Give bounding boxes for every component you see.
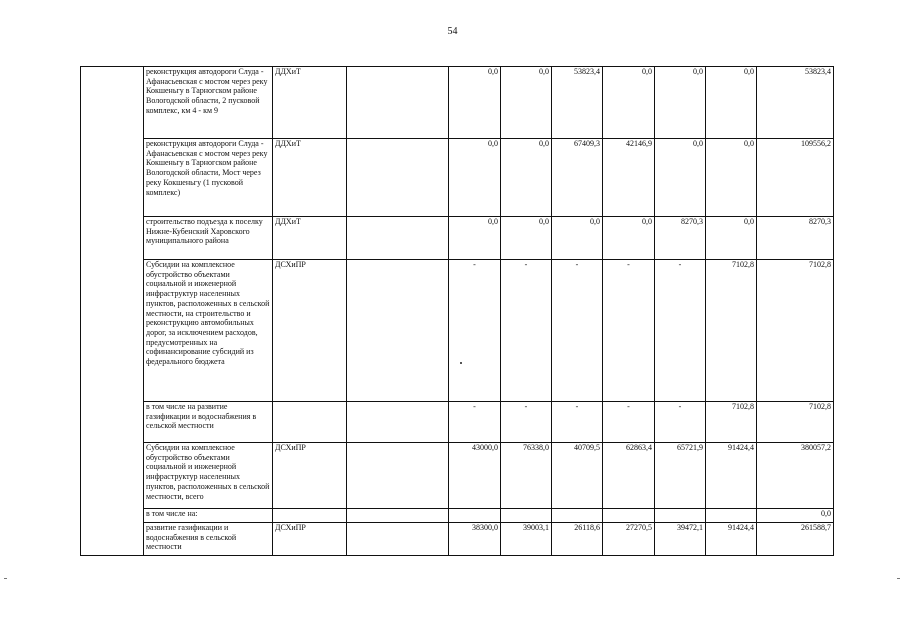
amount-cell [706, 509, 757, 523]
amount-cell: - [449, 260, 501, 402]
amount-cell: 91424,4 [706, 443, 757, 509]
amount-cell: 65721,9 [655, 443, 706, 509]
program-funding-table [80, 66, 834, 556]
table-row [81, 443, 834, 509]
amount-cell [655, 509, 706, 523]
amount-cell: 43000,0 [449, 443, 501, 509]
blank-cell [347, 260, 449, 402]
amount-cell: 42146,9 [603, 139, 655, 217]
table-row [81, 67, 834, 139]
amount-cell: - [552, 260, 603, 402]
amount-cell: 0,0 [706, 139, 757, 217]
amount-cell [603, 509, 655, 523]
amount-cell: 76338,0 [501, 443, 552, 509]
row-responsible-body [273, 402, 347, 443]
amount-cell: 0,0 [501, 139, 552, 217]
row-total: 380057,2 [757, 443, 834, 509]
amount-cell: 0,0 [603, 67, 655, 139]
row-total: 7102,8 [757, 402, 834, 443]
blank-cell [347, 139, 449, 217]
row-responsible-body: ДДХиТ [273, 217, 347, 260]
blank-lead-cell [81, 67, 144, 556]
amount-cell: - [655, 260, 706, 402]
amount-cell: 0,0 [501, 67, 552, 139]
row-description: строительство подъезда к поселку Нижне-Кубенский Харовского муниципального района [144, 217, 273, 260]
blank-cell [347, 509, 449, 523]
amount-cell: - [603, 402, 655, 443]
row-total: 109556,2 [757, 139, 834, 217]
row-description: реконструкция автодороги Слуда - Афанасьевская с мостом через реку Кокшеньгу в Тарногском районе Вологодской области, Мост через реку Кокшеньгу (1 пусковой комплекс) [144, 139, 273, 217]
amount-cell: 7102,8 [706, 402, 757, 443]
page-number: 54 [447, 26, 458, 37]
amount-cell: 0,0 [655, 139, 706, 217]
amount-cell: - [501, 402, 552, 443]
amount-cell [552, 509, 603, 523]
amount-cell [449, 509, 501, 523]
row-description: Субсидии на комплексное обустройство объектами социальной и инженерной инфраструктур населенных пунктов, расположенных в сельской местности, всего [144, 443, 273, 509]
row-description: в том числе на развитие газификации и водоснабжения в сельской местности [144, 402, 273, 443]
amount-cell: - [501, 260, 552, 402]
amount-cell: 0,0 [603, 217, 655, 260]
table-row [81, 139, 834, 217]
blank-cell [347, 67, 449, 139]
amount-cell: 62863,4 [603, 443, 655, 509]
row-responsible-body: ДДХиТ [273, 67, 347, 139]
row-description: развитие газификации и водоснабжения в сельской местности [144, 523, 273, 556]
amount-cell: 0,0 [449, 139, 501, 217]
row-description: в том числе на: [144, 509, 273, 523]
blank-cell [347, 402, 449, 443]
amount-cell: 7102,8 [706, 260, 757, 402]
row-description: Субсидии на комплексное обустройство объектами социальной и инженерной инфраструктур населенных пунктов, расположенных в сельской местности, на строительство и реконструкцию автомобильных дорог, за исключением расходов, предусмотренных на софинансирование субсидий из федерального бюджета [144, 260, 273, 402]
row-description: реконструкция автодороги Слуда - Афанасьевская с мостом через реку Кокшеньгу в Тарногском районе Вологодской области, 2 пусковой комплекс, км 4 - км 9 [144, 67, 273, 139]
amount-cell: 0,0 [706, 217, 757, 260]
amount-cell: - [552, 402, 603, 443]
amount-cell: 26118,6 [552, 523, 603, 556]
amount-cell: 0,0 [449, 67, 501, 139]
row-total: 261588,7 [757, 523, 834, 556]
amount-cell: - [603, 260, 655, 402]
table-row [81, 217, 834, 260]
blank-cell [347, 523, 449, 556]
scan-edge-mark-left [4, 578, 7, 579]
amount-cell: 0,0 [655, 67, 706, 139]
row-total: 53823,4 [757, 67, 834, 139]
scan-speck [460, 362, 462, 364]
row-total: 0,0 [757, 509, 834, 523]
row-responsible-body: ДСХиПР [273, 260, 347, 402]
row-total: 8270,3 [757, 217, 834, 260]
blank-cell [347, 443, 449, 509]
amount-cell: 38300,0 [449, 523, 501, 556]
amount-cell [501, 509, 552, 523]
row-responsible-body: ДДХиТ [273, 139, 347, 217]
row-responsible-body: ДСХиПР [273, 443, 347, 509]
amount-cell: 91424,4 [706, 523, 757, 556]
scan-edge-mark-right [897, 578, 900, 579]
amount-cell: - [655, 402, 706, 443]
blank-cell [347, 217, 449, 260]
amount-cell: 8270,3 [655, 217, 706, 260]
table-row [81, 402, 834, 443]
row-responsible-body [273, 509, 347, 523]
table-row [81, 509, 834, 523]
table-row [81, 523, 834, 556]
amount-cell: 67409,3 [552, 139, 603, 217]
amount-cell: 0,0 [501, 217, 552, 260]
row-responsible-body: ДСХиПР [273, 523, 347, 556]
amount-cell: 0,0 [449, 217, 501, 260]
amount-cell: 39003,1 [501, 523, 552, 556]
amount-cell: 0,0 [552, 217, 603, 260]
amount-cell: 27270,5 [603, 523, 655, 556]
amount-cell: 53823,4 [552, 67, 603, 139]
amount-cell: 0,0 [706, 67, 757, 139]
amount-cell: 39472,1 [655, 523, 706, 556]
amount-cell: - [449, 402, 501, 443]
amount-cell: 40709,5 [552, 443, 603, 509]
row-total: 7102,8 [757, 260, 834, 402]
table-row [81, 260, 834, 402]
